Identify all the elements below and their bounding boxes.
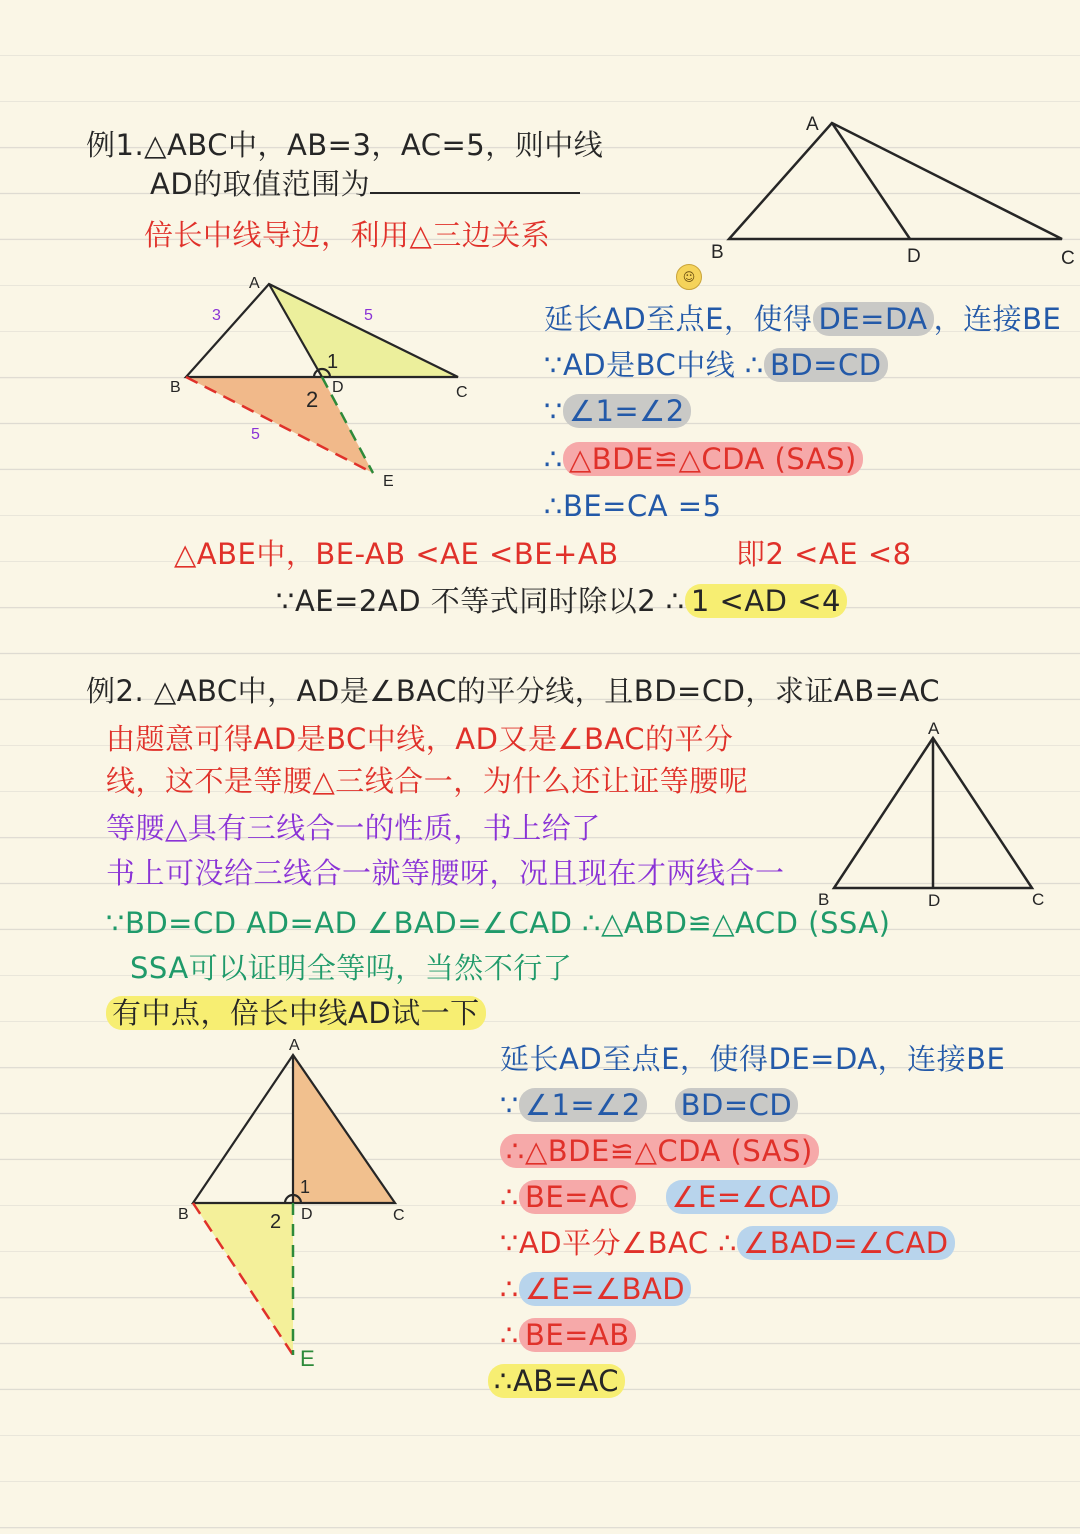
- highlight-angle: ∠1=∠2: [563, 394, 691, 428]
- ex2-question-line2: 线，这不是等腰△三线合一，为什么还让证等腰呢: [106, 764, 749, 798]
- step-text: DE=DA: [768, 1042, 878, 1076]
- highlight-angle-e: ∠E=∠CAD: [666, 1180, 839, 1214]
- label-d: D: [907, 246, 921, 267]
- label-d: D: [928, 891, 941, 910]
- angle-1-label: 1: [300, 1177, 311, 1197]
- highlight-bd-cd: BD=CD: [675, 1088, 799, 1122]
- step-text: ∴: [500, 1272, 519, 1306]
- label-a: A: [289, 1037, 300, 1054]
- label-e: E: [300, 1346, 315, 1371]
- step-text: 延长AD至点E，使得: [500, 1042, 769, 1076]
- ex2-top-triangle: [834, 738, 1032, 888]
- label-e: E: [383, 473, 394, 490]
- highlight-answer: 1 <AD <4: [685, 584, 847, 618]
- median-ad: [832, 123, 910, 239]
- ex1-step5: ∴BE=CA =5: [544, 489, 722, 523]
- step-text: 延长AD至点E，使得: [544, 302, 813, 336]
- step-text: ∵AD平分∠BAC ∴: [500, 1226, 738, 1260]
- highlight-bad-cad: ∠BAD=∠CAD: [737, 1226, 954, 1260]
- highlight-de-da: DE=DA: [813, 302, 934, 336]
- highlight-bd-cd: BD=CD: [764, 348, 888, 382]
- thumbs-up-smiley-icon: ☺: [676, 264, 702, 290]
- ex2-title: 例2. △ABC中，AD是∠BAC的平分线，且BD=CD，求证AB=AC: [86, 674, 941, 708]
- ex2-ssa-note: SSA可以证明全等吗，当然不行了: [130, 951, 573, 985]
- highlight-be-ab: BE=AB: [519, 1318, 636, 1352]
- ex1-top-triangle: [729, 123, 1062, 239]
- label-c: C: [456, 384, 468, 401]
- label-a: A: [928, 719, 940, 738]
- label-b: B: [178, 1206, 189, 1223]
- step-text: ∴: [500, 1318, 519, 1352]
- ex2-remark2: 书上可没给三线合一就等腰呀，况且现在才两线合一: [106, 856, 785, 890]
- step-text: ∴: [544, 442, 563, 476]
- conclusion-text: ∵AE=2AD 不等式同时除以2 ∴: [276, 584, 685, 618]
- highlight-be-ac: BE=AC: [519, 1180, 636, 1214]
- angle-2-label: 2: [270, 1211, 282, 1233]
- ex2-remark1: 等腰△具有三线合一的性质，书上给了: [106, 811, 601, 845]
- label-c: C: [1061, 248, 1075, 269]
- length-be-label: 5: [251, 426, 260, 443]
- ex2-extended-figure: [193, 1055, 395, 1355]
- ex1-inequality: △ABE中，BE-AB <AE <BE+AB: [174, 537, 619, 571]
- label-a: A: [806, 114, 819, 135]
- highlight-e-bad: ∠E=∠BAD: [519, 1272, 691, 1306]
- step-text: ∵: [544, 394, 563, 428]
- length-ab-label: 3: [212, 307, 221, 324]
- ex2-question-line1: 由题意可得AD是BC中线，AD又是∠BAC的平分: [106, 722, 734, 756]
- angle-2-label: 2: [306, 387, 319, 412]
- highlight-angle: ∠1=∠2: [519, 1088, 647, 1122]
- ex1-question-line1: 例1.△ABC中，AB=3，AC=5，则中线: [86, 128, 604, 162]
- length-ac-label: 5: [364, 307, 373, 324]
- highlight-congruent: ∴△BDE≌△CDA (SAS): [500, 1134, 819, 1168]
- step-text: ∵: [500, 1088, 519, 1122]
- angle-1-label: 1: [327, 351, 339, 373]
- ex1-inequality-range: 即2 <AE <8: [736, 537, 912, 571]
- highlight-congruent: △BDE≌△CDA (SAS): [563, 442, 863, 476]
- label-a: A: [249, 275, 260, 292]
- label-d: D: [301, 1206, 313, 1223]
- label-b: B: [170, 379, 181, 396]
- ex2-wrong-proof: ∵BD=CD AD=AD ∠BAD=∠CAD ∴△ABD≌△ACD (SSA): [106, 906, 891, 940]
- step-text: ∴: [500, 1180, 519, 1214]
- highlight-final: ∴AB=AC: [488, 1364, 625, 1398]
- step-text: ，连接BE: [933, 302, 1062, 336]
- label-c: C: [1032, 890, 1045, 909]
- ex1-hint: 倍长中线导边，利用△三边关系: [144, 218, 551, 252]
- step-text: ∵AD是BC中线 ∴: [544, 348, 764, 382]
- step-text: ，连接BE: [877, 1042, 1006, 1076]
- label-b: B: [711, 242, 724, 263]
- highlight-hint: 有中点，倍长中线AD试一下: [106, 996, 486, 1030]
- triangle-abc: [729, 123, 1062, 239]
- label-d: D: [332, 379, 344, 396]
- label-b: B: [818, 890, 830, 909]
- ex1-question-text: AD的取值范围为: [150, 167, 371, 201]
- ex1-extended-figure: [186, 284, 458, 473]
- label-c: C: [393, 1207, 405, 1224]
